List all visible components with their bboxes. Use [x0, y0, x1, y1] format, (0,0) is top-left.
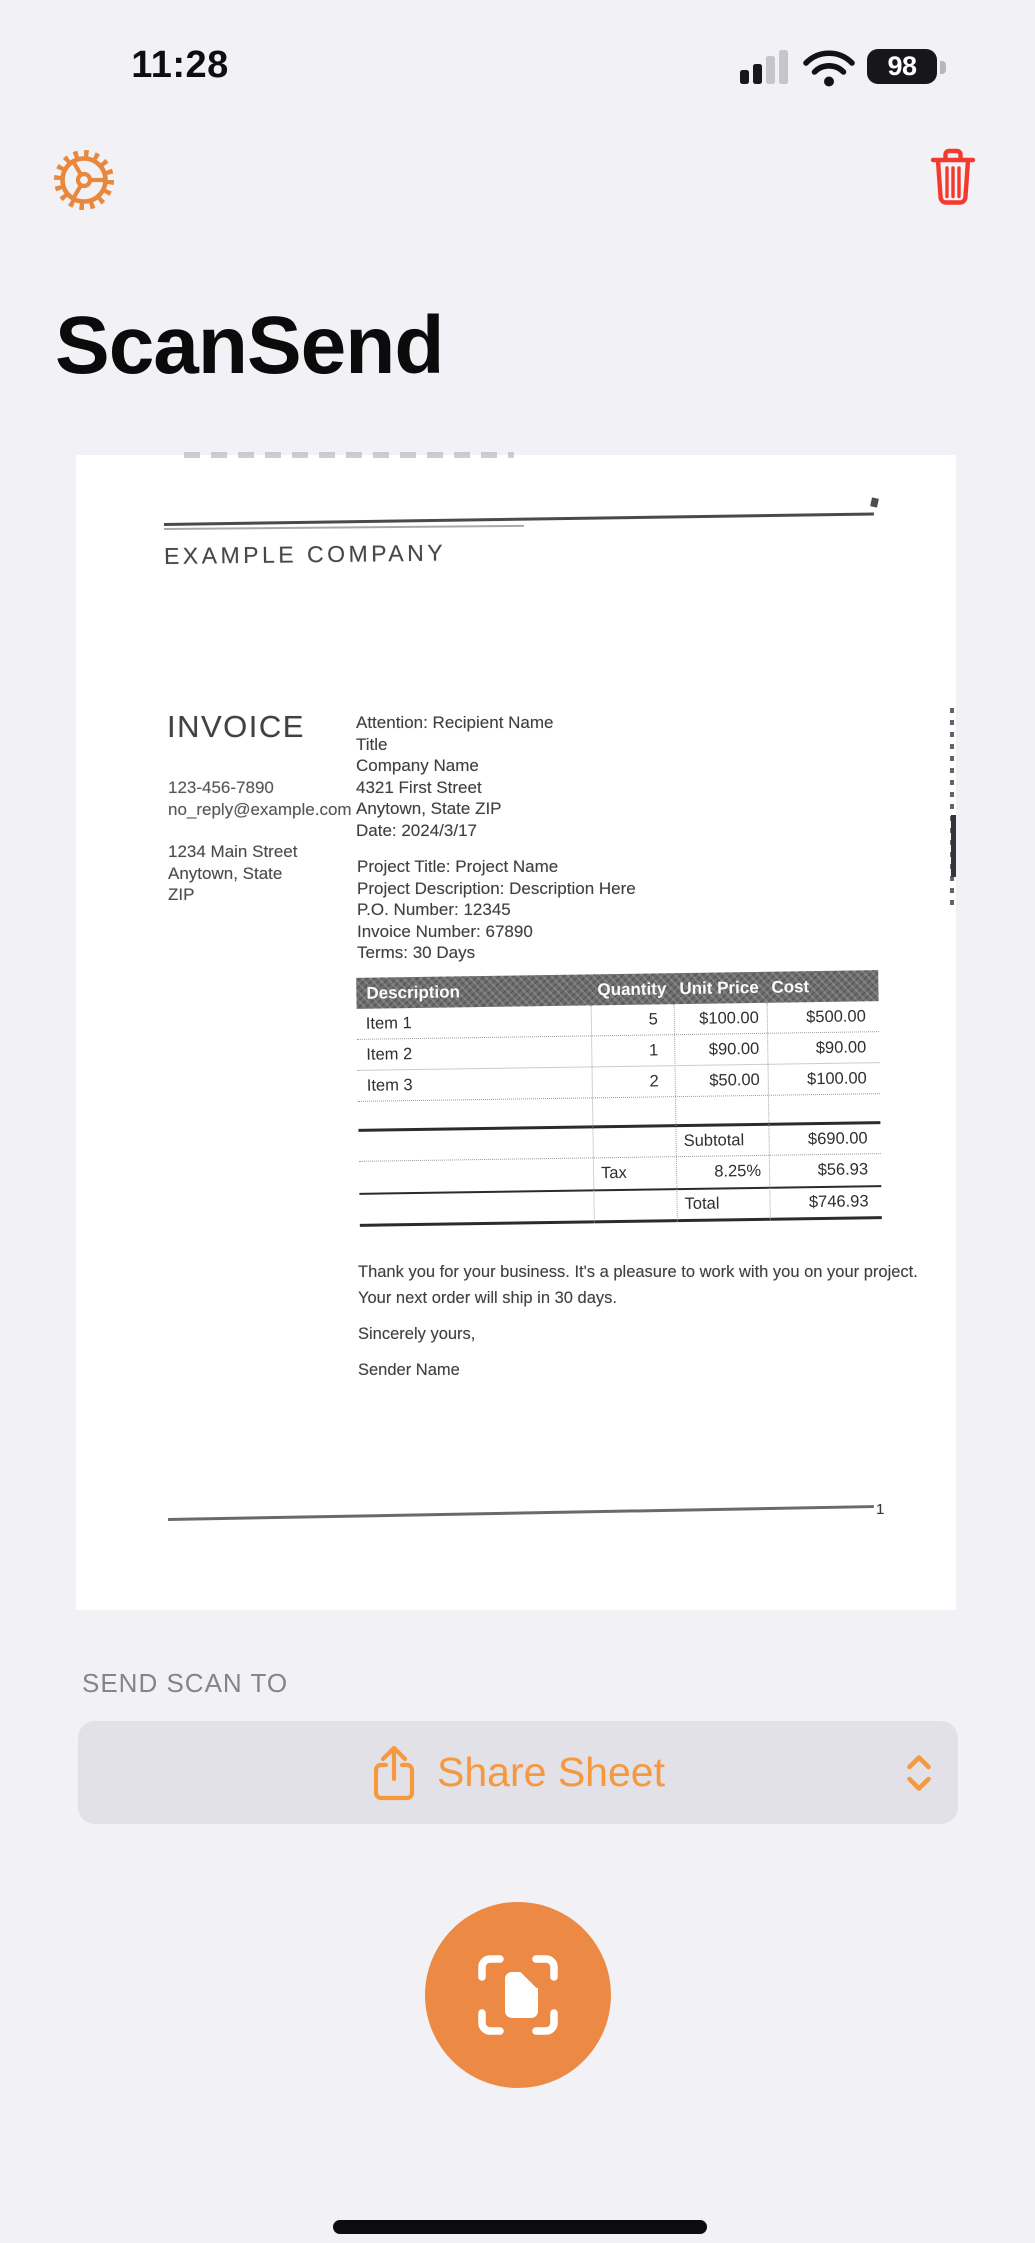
gear-icon — [52, 148, 116, 212]
table-row-tax: Tax 8.25% $56.93 — [359, 1153, 881, 1193]
share-destination-label: Share Sheet — [437, 1749, 665, 1795]
delete-scan-button[interactable] — [928, 146, 978, 213]
settings-button[interactable] — [52, 148, 116, 215]
closing-line: Your next order will ship in 30 days. — [358, 1289, 617, 1307]
scan-artifact-edge-dark — [951, 815, 956, 877]
wifi-icon — [802, 48, 856, 88]
table-row-total: Total $746.93 — [359, 1185, 881, 1227]
battery-nub — [940, 61, 946, 74]
table-row-subtotal: Subtotal $690.00 — [358, 1121, 880, 1161]
status-bar-time: 11:28 — [131, 44, 229, 86]
sender-phone: 123-456-7890 — [168, 778, 274, 797]
share-icon — [371, 1743, 417, 1803]
document-company-name: EXAMPLE COMPANY — [163, 539, 447, 569]
document-scan-icon — [470, 1947, 566, 2043]
home-indicator[interactable] — [333, 2220, 707, 2234]
recipient-details: Attention: Recipient Name Title Company Name 4321 First Street Anytown, State ZIP Date: 2024/3/17 — [356, 713, 554, 840]
closing-line: Sender Name — [358, 1361, 460, 1379]
battery-percent: 98 — [887, 51, 917, 81]
scan-artifact-rule-echo — [164, 525, 524, 530]
send-scan-to-label: SEND SCAN TO — [82, 1668, 289, 1698]
page-number: 1 — [876, 1501, 885, 1518]
document-footer-rule — [168, 1505, 874, 1520]
share-destination-button[interactable] — [78, 1721, 958, 1824]
table-row: Item 1 5 $100.00 $500.00 — [357, 1001, 879, 1040]
scan-artifact-edge — [950, 708, 954, 908]
sender-email: no_reply@example.com — [168, 799, 352, 819]
sender-address: 1234 Main Street Anytown, State ZIP — [168, 842, 298, 904]
project-details: Project Title: Project Name Project Description: Description Here P.O. Number: 12345 Invoice Number: 67890 Terms: 30 Days — [357, 857, 636, 962]
scan-artifact-dot — [870, 497, 879, 507]
battery-icon — [867, 49, 937, 84]
page-title: ScanSend — [55, 299, 444, 391]
chevron-up-down-icon — [904, 1752, 934, 1794]
scan-artifact-top — [184, 452, 514, 458]
scanned-document-preview — [76, 455, 956, 1610]
invoice-table-header: Description Quantity Unit Price Cost — [356, 970, 878, 1009]
scan-document-button[interactable] — [425, 1902, 611, 2088]
table-row: Item 3 2 $50.00 $100.00 — [358, 1063, 880, 1102]
invoice-table — [356, 970, 882, 1227]
trash-icon — [928, 146, 978, 210]
sender-contact — [168, 777, 352, 820]
closing-line: Thank you for your business. It's a pleasure to work with you on your project. — [358, 1263, 918, 1281]
invoice-heading: INVOICE — [167, 709, 305, 744]
cellular-signal-icon — [740, 48, 790, 84]
closing-line: Sincerely yours, — [358, 1325, 476, 1343]
table-row: Item 2 1 $90.00 $90.00 — [357, 1032, 879, 1071]
